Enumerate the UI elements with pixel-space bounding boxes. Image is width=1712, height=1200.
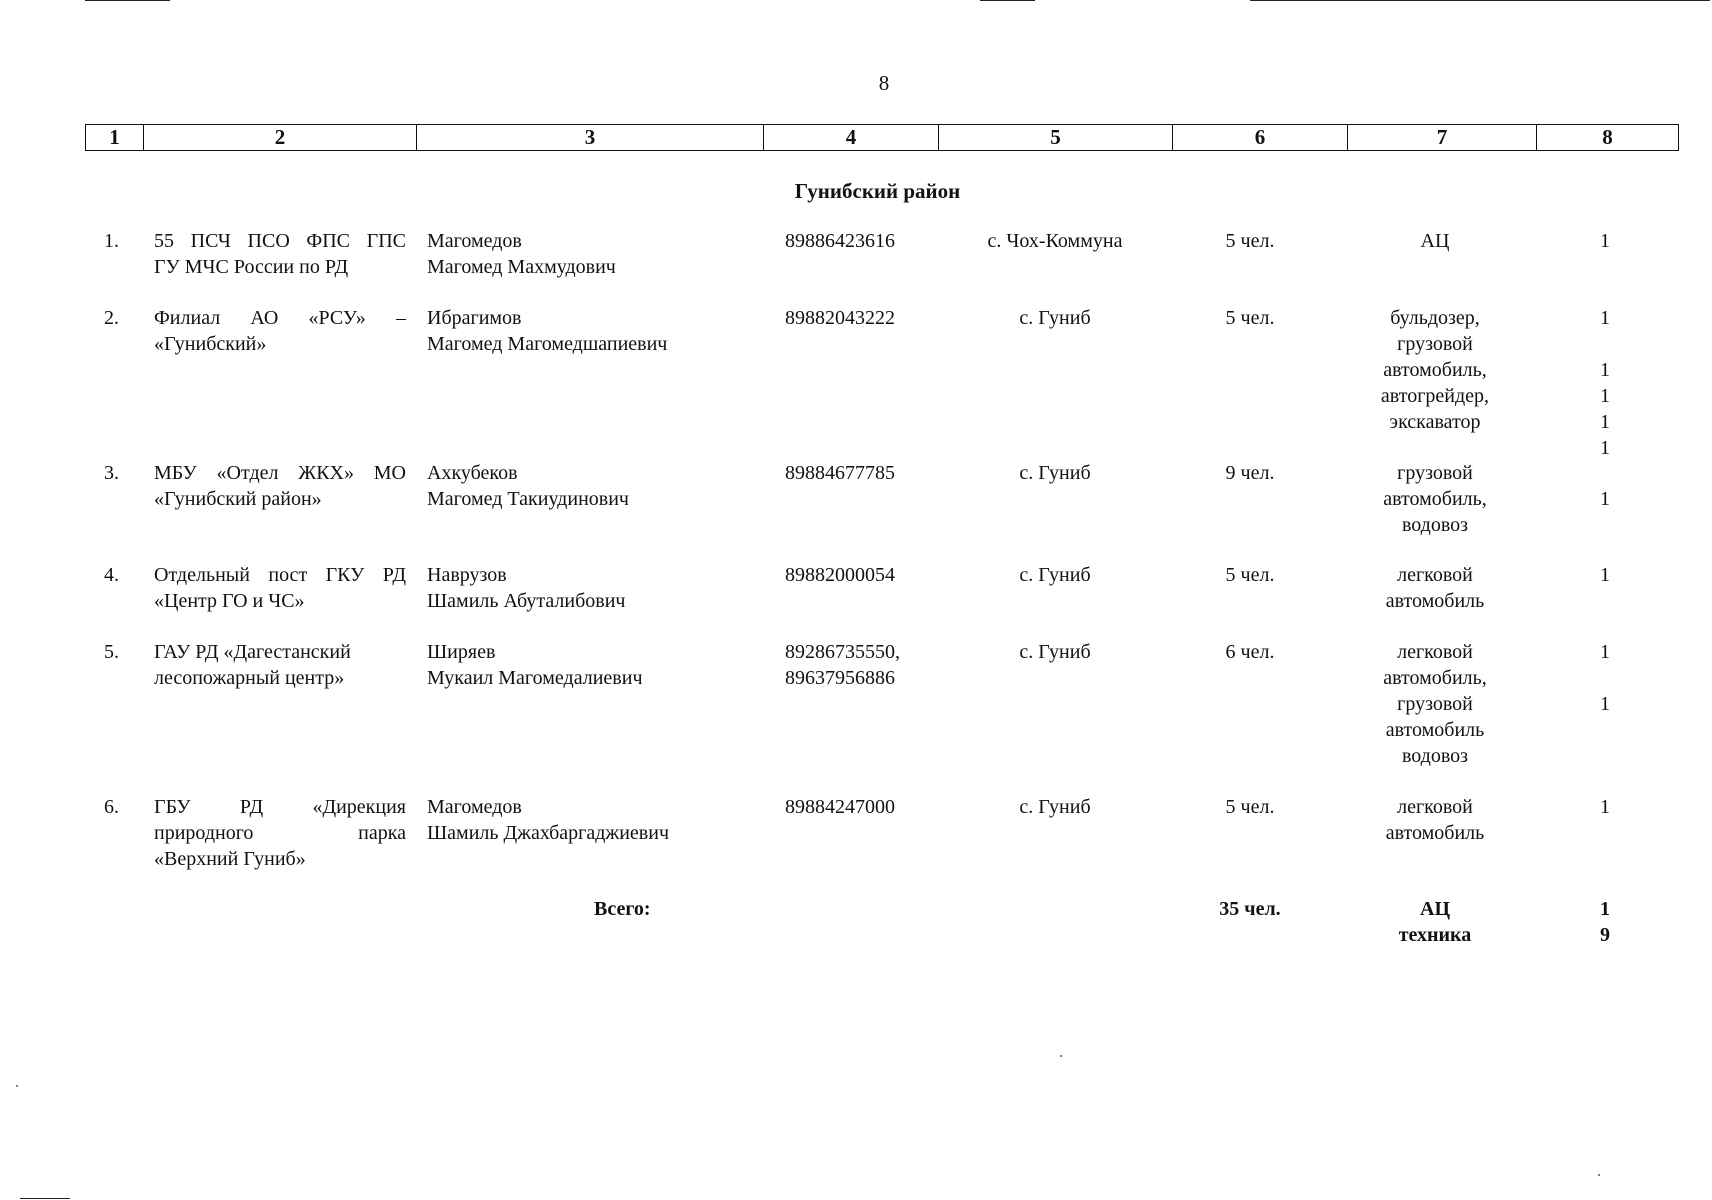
quantity-cell: 1 <box>1600 796 1610 818</box>
phone-cell: 89286735550, 89637956886 <box>785 641 900 689</box>
responsible-person-cell: Наврузов Шамиль Абуталибович <box>427 564 626 612</box>
location-cell: с. Гуниб <box>1019 307 1091 329</box>
table-header <box>85 124 1679 151</box>
location-cell: с. Чох-Коммуна <box>987 230 1123 252</box>
header-cell: 2 <box>143 125 416 150</box>
equipment-cell: грузовой автомобиль, водовоз <box>1383 462 1487 536</box>
equipment-cell: легковой автомобиль <box>1385 796 1485 844</box>
phone-cell: 89884677785 <box>785 462 895 484</box>
scan-speck <box>16 1085 18 1087</box>
staff-cell: 5 чел. <box>1225 796 1275 818</box>
quantity-cell: 1 <box>1600 230 1610 252</box>
row-number: 2. <box>104 307 119 329</box>
responsible-person-cell: Ширяев Мукаил Магомедалиевич <box>427 641 643 689</box>
scan-speck <box>1598 1174 1600 1176</box>
location-cell: с. Гуниб <box>1019 641 1091 663</box>
scan-speck <box>1060 1055 1062 1057</box>
phone-cell: 89886423616 <box>785 230 895 252</box>
scan-edge-line <box>1250 0 1710 1</box>
staff-cell: 5 чел. <box>1225 230 1275 252</box>
row-number: 1. <box>104 230 119 252</box>
row-number: 4. <box>104 564 119 586</box>
scan-edge-line <box>980 0 1035 1</box>
total-quantity: 1 9 <box>1600 898 1610 946</box>
header-cell: 1 <box>109 125 120 149</box>
equipment-cell: легковой автомобиль, грузовой автомобиль водовоз <box>1383 641 1487 767</box>
header-cell: 4 <box>763 125 938 150</box>
organization-cell: МБУ «Отдел ЖКХ» МО «Гунибский район» <box>154 462 406 510</box>
organization-cell: 55 ПСЧ ПСО ФПС ГПС ГУ МЧС России по РД <box>154 230 406 278</box>
location-cell: с. Гуниб <box>1019 564 1091 586</box>
location-cell: с. Гуниб <box>1019 796 1091 818</box>
row-number: 5. <box>104 641 119 663</box>
equipment-cell: бульдозер, грузовой автомобиль, автогрейдер, экскаватор <box>1380 307 1490 433</box>
organization-cell: Отдельный пост ГКУ РД «Центр ГО и ЧС» <box>154 564 406 612</box>
staff-cell: 6 чел. <box>1225 641 1275 663</box>
responsible-person-cell: Ибрагимов Магомед Магомедшапиевич <box>427 307 668 355</box>
organization-cell: Филиал АО «РСУ» – «Гунибский» <box>154 307 406 355</box>
header-cell: 5 <box>938 125 1172 150</box>
equipment-cell: легковой автомобиль <box>1385 564 1485 612</box>
header-cell: 8 <box>1536 125 1678 150</box>
page-number: 8 <box>878 71 890 95</box>
phone-cell: 89882000054 <box>785 564 895 586</box>
equipment-cell: АЦ <box>1420 230 1450 252</box>
organization-cell: ГБУ РД «Дирекция природного парка «Верхний Гуниб» <box>154 796 406 870</box>
staff-cell: 9 чел. <box>1225 462 1275 484</box>
responsible-person-cell: Магомедов Магомед Махмудович <box>427 230 616 278</box>
district-title: Гунибский район <box>794 179 961 203</box>
phone-cell: 89882043222 <box>785 307 895 329</box>
scan-edge-line <box>85 0 170 1</box>
row-number: 3. <box>104 462 119 484</box>
row-number: 6. <box>104 796 119 818</box>
quantity-cell: 1 1 <box>1600 641 1610 715</box>
header-cell: 6 <box>1172 125 1347 150</box>
total-equipment: АЦ техника <box>1398 898 1472 946</box>
quantity-cell: 1 1 1 1 1 <box>1600 307 1610 459</box>
scan-edge-line <box>20 1198 70 1199</box>
total-label: Всего: <box>594 898 651 920</box>
quantity-cell: 1 <box>1600 564 1610 586</box>
header-cell: 3 <box>416 125 763 150</box>
total-staff: 35 чел. <box>1219 898 1281 920</box>
staff-cell: 5 чел. <box>1225 307 1275 329</box>
responsible-person-cell: Магомедов Шамиль Джахбаргаджиевич <box>427 796 670 844</box>
header-cell: 7 <box>1347 125 1536 150</box>
responsible-person-cell: Ахкубеков Магомед Такиудинович <box>427 462 629 510</box>
location-cell: с. Гуниб <box>1019 462 1091 484</box>
phone-cell: 89884247000 <box>785 796 895 818</box>
organization-cell: ГАУ РД «Дагестанский лесопожарный центр» <box>154 641 351 689</box>
quantity-cell: 1 <box>1600 488 1610 510</box>
staff-cell: 5 чел. <box>1225 564 1275 586</box>
